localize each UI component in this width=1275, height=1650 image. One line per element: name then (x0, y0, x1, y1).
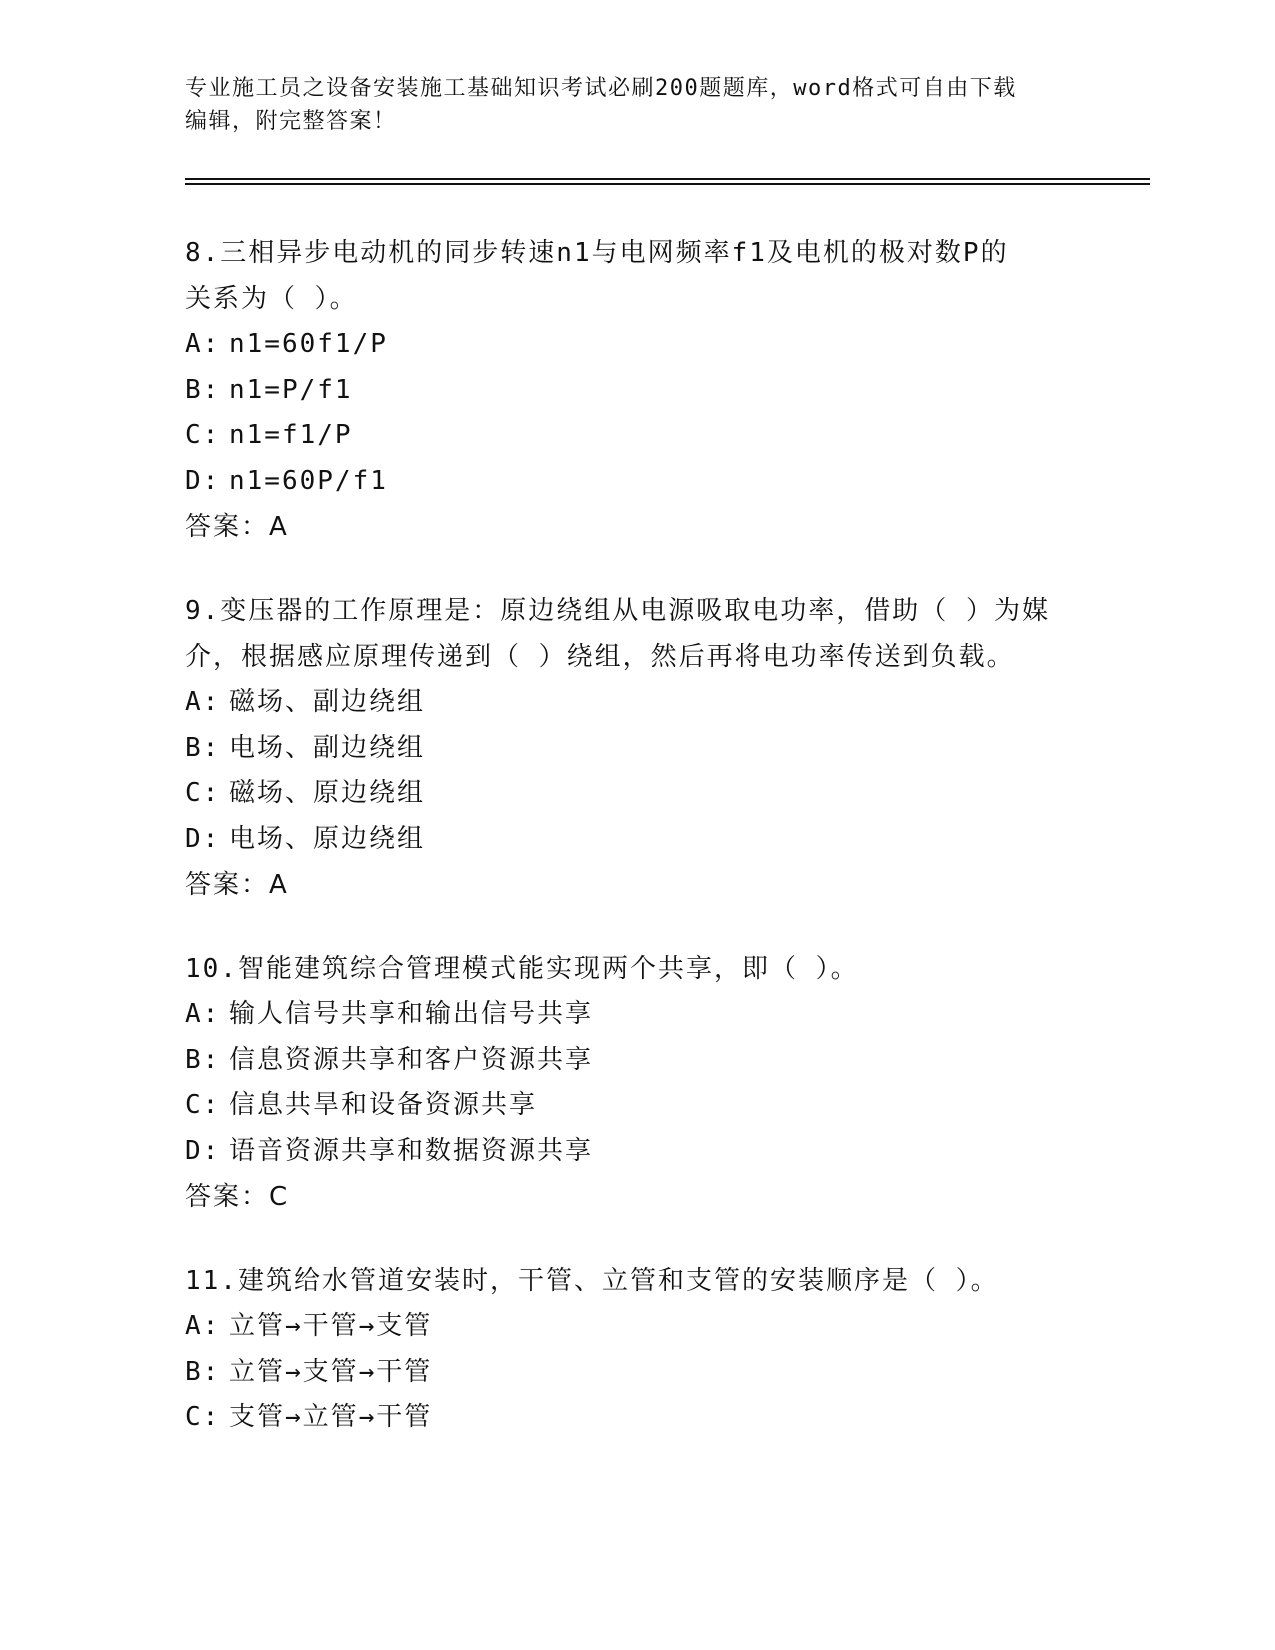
option-text: 磁场、副边绕组 (229, 687, 426, 717)
question-text: 9.变压器的工作原理是：原边绕组从电源吸取电功率，借助（ ）为媒 (185, 596, 1050, 626)
option-text: 输人信号共享和输出信号共享 (229, 999, 594, 1029)
option-b (185, 1350, 1075, 1396)
question-8 (185, 230, 1075, 550)
option-d (185, 817, 1075, 863)
option-label: C: (185, 420, 221, 450)
question-text: 关系为（ ）。 (185, 284, 358, 314)
question-text: 介，根据感应原理传递到（ ）绕组，然后再将电功率传送到负载。 (185, 642, 1015, 672)
answer-line: 答案：A (185, 870, 289, 900)
option-a (185, 322, 1075, 368)
option-b (185, 726, 1075, 772)
question-text: 8.三相异步电动机的同步转速n1与电网频率f1及电机的极对数P的 (185, 238, 1009, 268)
option-d (185, 1129, 1075, 1175)
option-c (185, 1395, 1075, 1441)
option-c (185, 771, 1075, 817)
header-line-1: 专业施工员之设备安装施工基础知识考试必刷200题题库，word格式可自由下载 (185, 76, 1017, 101)
option-label: A: (185, 999, 221, 1029)
option-label: B: (185, 374, 221, 405)
option-text: 语音资源共享和数据资源共享 (229, 1135, 594, 1166)
option-b (185, 368, 1075, 414)
option-label: D: (185, 1135, 221, 1166)
question-list (185, 230, 1075, 1479)
option-label: A: (185, 1311, 221, 1341)
question-text: 11.建筑给水管道安装时，干管、立管和支管的安装顺序是（ ）。 (185, 1266, 999, 1296)
option-label: B: (185, 732, 221, 763)
option-text: 信息资源共享和客户资源共享 (229, 1044, 594, 1075)
option-label: C: (185, 1402, 221, 1432)
option-text: n1=P/f1 (229, 374, 353, 405)
answer-line: 答案：A (185, 512, 289, 542)
option-a (185, 680, 1075, 726)
option-text: 电场、副边绕组 (229, 732, 426, 763)
question-text: 10.智能建筑综合管理模式能实现两个共享，即（ ）。 (185, 954, 859, 984)
option-c (185, 413, 1075, 459)
option-text: 立管→支管→干管 (229, 1356, 433, 1387)
option-label: A: (185, 687, 221, 717)
option-label: C: (185, 778, 221, 808)
option-text: n1=60f1/P (229, 329, 388, 359)
option-text: 立管→干管→支管 (229, 1311, 433, 1341)
document-header (185, 72, 1065, 138)
option-label: D: (185, 823, 221, 854)
header-divider-bottom (185, 183, 1150, 185)
option-text: 电场、原边绕组 (229, 823, 426, 854)
question-10 (185, 946, 1075, 1220)
option-text: n1=f1/P (229, 420, 353, 450)
option-text: 支管→立管→干管 (229, 1402, 433, 1432)
header-divider-top (185, 178, 1150, 180)
option-text: 信息共旱和设备资源共享 (229, 1090, 538, 1120)
option-label: C: (185, 1090, 221, 1120)
header-line-2: 编辑，附完整答案！ (185, 109, 397, 134)
option-text: 磁场、原边绕组 (229, 778, 426, 808)
option-d (185, 459, 1075, 505)
option-a (185, 1304, 1075, 1350)
option-a (185, 992, 1075, 1038)
option-b (185, 1038, 1075, 1084)
question-11 (185, 1258, 1075, 1441)
option-label: A: (185, 329, 221, 359)
option-label: D: (185, 465, 221, 496)
option-text: n1=60P/f1 (229, 465, 388, 496)
option-label: B: (185, 1044, 221, 1075)
option-c (185, 1083, 1075, 1129)
option-label: B: (185, 1356, 221, 1387)
answer-line: 答案：C (185, 1182, 290, 1212)
question-9 (185, 588, 1075, 908)
